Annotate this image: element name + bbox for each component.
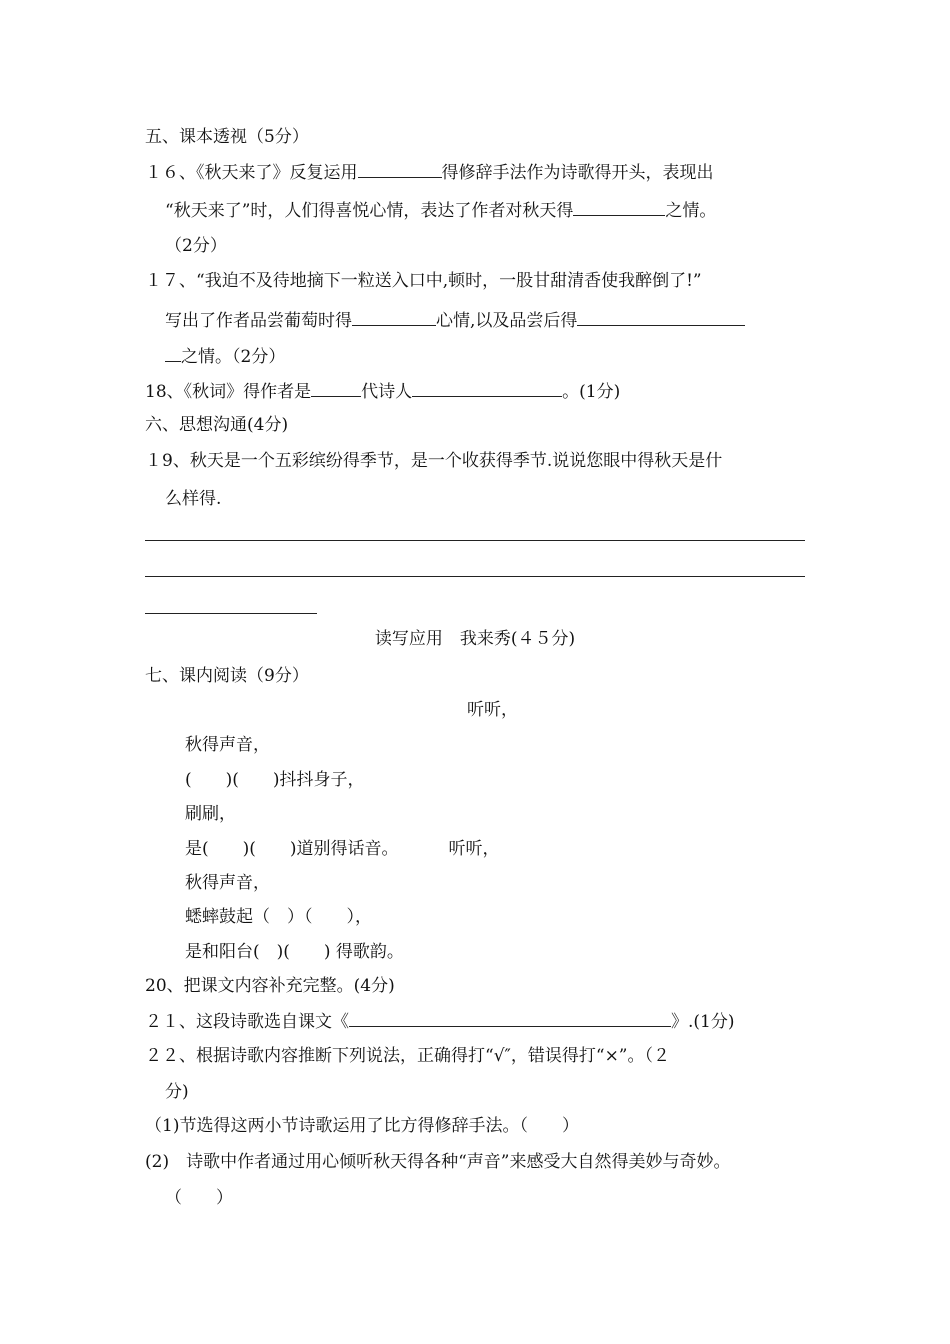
q16-blank-2[interactable] [573, 199, 665, 216]
question-17-line2 [165, 309, 745, 332]
q18-text-b: 代诗人 [361, 382, 413, 402]
q17-blank-2[interactable] [577, 309, 745, 326]
poem-line-8: 是和阳台( )( ) 得歌韵。 [185, 942, 404, 962]
section-5-title: 五、课本透视（5分） [145, 127, 309, 147]
q17-text-c: 心情,以及品尝后得 [436, 311, 578, 331]
q18-text-c: 。(1分) [562, 382, 621, 402]
q18-blank-1[interactable] [311, 380, 361, 397]
q21-text-b: 》.(1分) [671, 1012, 735, 1032]
poem-line-5b-text: 听听， [448, 839, 500, 859]
poem-line-1: 听听， [467, 700, 518, 720]
statement-2-answer[interactable]: （ ） [165, 1188, 233, 1208]
q16-text-b: 得修辞手法作为诗歌得开头，表现出 [441, 163, 714, 183]
poem-line-5-text: 是( )( )道别得话音。 [185, 839, 399, 859]
question-16-line1 [145, 161, 714, 184]
poem-line-3: ( )( )抖抖身子， [185, 770, 365, 790]
poem-line-7: 蟋蟀鼓起（ ）（ ）， [185, 907, 372, 927]
poem-line-4: 刷刷， [185, 804, 236, 824]
question-20: 20、把课文内容补充完整。(4分) [145, 976, 395, 996]
answer-line-2[interactable] [145, 576, 805, 577]
q18-blank-2[interactable] [412, 380, 562, 397]
q17-blank-3[interactable] [165, 345, 181, 362]
q16-text-a: １６、《秋天来了》反复运用 [145, 163, 358, 183]
statement-1: （1)节选得这两小节诗歌运用了比方得修辞手法。（ ） [145, 1116, 579, 1136]
q17-text-d: 之情。（2分） [181, 347, 286, 367]
question-16-score: （2分） [165, 236, 227, 256]
poem-line-5 [185, 838, 500, 860]
q16-text-d: 之情。 [665, 201, 717, 221]
section-7-title: 七、课内阅读（9分） [145, 666, 309, 686]
q18-text-a: 18、《秋词》得作者是 [145, 382, 312, 402]
answer-line-3[interactable] [145, 613, 317, 614]
question-22-line1: ２２、根据诗歌内容推断下列说法，正确得打“√″，错误得打“×”。（２ [145, 1046, 670, 1066]
q17-blank-1[interactable] [352, 309, 436, 326]
poem-line-6: 秋得声音， [185, 873, 270, 893]
q16-text-c: “秋天来了”时，人们得喜悦心情，表达了作者对秋天得 [165, 201, 574, 221]
question-19-line2: 么样得. [165, 489, 222, 509]
statement-2: (2) 诗歌中作者通过用心倾听秋天得各种“声音”来感受大自然得美妙与奇妙。 [145, 1152, 731, 1172]
q21-text-a: ２１、这段诗歌选自课文《 [145, 1012, 349, 1032]
answer-line-1[interactable] [145, 540, 805, 541]
question-17-line3 [165, 345, 285, 368]
poem-line-2: 秋得声音， [185, 735, 270, 755]
q17-text-b: 写出了作者品尝葡萄时得 [165, 311, 352, 331]
question-18 [145, 380, 620, 403]
section-6-title: 六、思想沟通(4分) [145, 415, 289, 435]
q21-blank[interactable] [349, 1010, 671, 1027]
q16-blank-1[interactable] [358, 161, 442, 178]
question-17-line1: １７、“我迫不及待地摘下一粒送入口中,顿时，一股甘甜清香使我醉倒了!” [145, 271, 702, 291]
part-2-title: 读写应用 我来秀(４５分) [374, 629, 576, 649]
question-19-line1: １9、秋天是一个五彩缤纷得季节，是一个收获得季节.说说您眼中得秋天是什 [145, 451, 723, 471]
question-22-line2: 分) [165, 1082, 189, 1102]
question-16-line2 [165, 199, 716, 222]
question-21 [145, 1010, 734, 1033]
